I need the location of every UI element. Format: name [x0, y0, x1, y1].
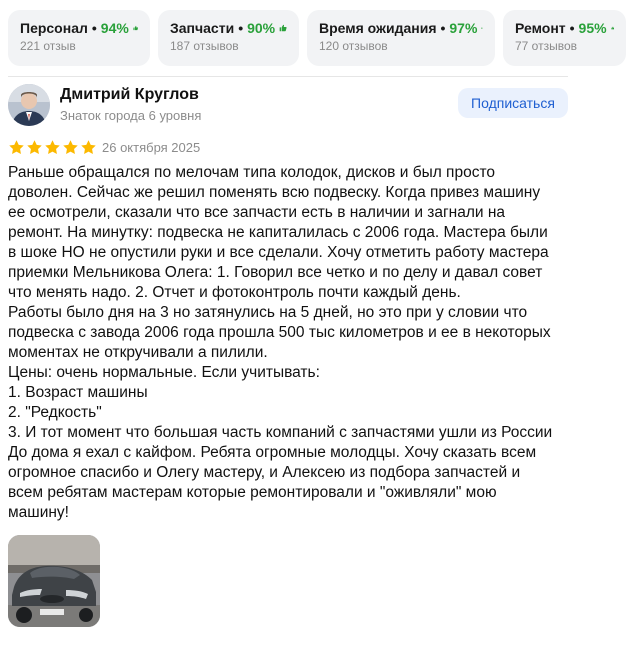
- review-line: 1. Возраст машины: [8, 384, 148, 401]
- review-line: ремонт. На минутку: подвеска не капиталилась с 2006 года. Мастера были: [8, 224, 548, 241]
- author-level: Знаток города 6 уровня: [60, 108, 202, 123]
- rating-chip-staff[interactable]: Персонал • 94% 221 отзыв: [8, 10, 150, 66]
- review-line: До дома я ехал с кайфом. Ребята огромные молодцы. Хочу сказать всем: [8, 444, 537, 461]
- star-icon: [44, 139, 61, 156]
- avatar-photo: [8, 84, 50, 126]
- review-date: 26 октября 2025: [102, 140, 201, 155]
- thumbs-up-icon: [611, 22, 614, 34]
- chip-percent: 95%: [578, 20, 607, 36]
- star-icon: [8, 139, 25, 156]
- review-text: [8, 163, 578, 523]
- star-icon: [80, 139, 97, 156]
- rating-chip-parts[interactable]: Запчасти • 90% 187 отзывов: [158, 10, 299, 66]
- review-line: в шоке НО не опустили руки и все сделали. Хочу отметить работу мастера: [8, 244, 549, 261]
- review-line: огромное спасибо и Олегу мастеру, и Алексею из подбора запчастей и: [8, 464, 521, 481]
- review-line: доволен. Сейчас же решил поменять всю подвеску. Когда привез машину: [8, 184, 541, 201]
- chip-label: Ремонт: [515, 20, 566, 36]
- review-line: что менять надо. 2. Отчет и фотоконтроль почти каждый день.: [8, 284, 461, 301]
- chip-review-count: 77 отзывов: [515, 39, 578, 53]
- thumbs-up-icon: [279, 22, 287, 34]
- rating-chip-wait-time[interactable]: Время ожидания • 97% 120 отзывов: [307, 10, 495, 66]
- review-line: Раньше обращался по мелочам типа колодок, дисков и был просто: [8, 164, 495, 181]
- chip-label: Персонал: [20, 20, 88, 36]
- review-line: машину!: [8, 504, 69, 521]
- star-icon: [62, 139, 79, 156]
- chip-review-count: 221 отзыв: [20, 39, 76, 53]
- review-line: приемки Мельникова Олега: 1. Говорил все четко и по делу и давал совет: [8, 264, 543, 281]
- rating-chips: [8, 10, 626, 66]
- review-line: Цены: очень нормальные. Если учитывать:: [8, 364, 320, 381]
- review-line: 3. И тот момент что большая часть компаний с запчастями ушли из России: [8, 424, 553, 441]
- chip-label: Запчасти: [170, 20, 235, 36]
- rating-chip-repair[interactable]: Ремонт • 95% 77 отзывов: [503, 10, 626, 66]
- avatar[interactable]: [8, 84, 50, 126]
- review-line: 2. "Редкость": [8, 404, 102, 421]
- chip-percent: 94%: [100, 20, 129, 36]
- car-photo: [8, 535, 100, 627]
- chip-label: Время ожидания: [319, 20, 437, 36]
- chip-percent: 90%: [247, 20, 276, 36]
- divider: [8, 76, 568, 77]
- star-icon: [26, 139, 43, 156]
- review-line: ее осмотрели, сказали что все запчасти есть в наличии и загнали на: [8, 204, 506, 221]
- review-line: моментах не откручивали а пилили.: [8, 344, 268, 361]
- review-line: подвеска с завода 2006 года прошла 500 тыс километров и ее в некоторых: [8, 324, 551, 341]
- chip-review-count: 120 отзывов: [319, 39, 388, 53]
- chip-review-count: 187 отзывов: [170, 39, 239, 53]
- thumbs-up-icon: [481, 22, 483, 34]
- review-line: всем ребятам мастерам которые ремонтировали и "оживляли" мою: [8, 484, 497, 501]
- review-photo[interactable]: [8, 535, 100, 627]
- rating-stars: [8, 139, 97, 156]
- review-line: Работы было дня на 3 но затянулись на 5 дней, но это при у словии что: [8, 304, 528, 321]
- chip-percent: 97%: [449, 20, 478, 36]
- author-name[interactable]: Дмитрий Круглов: [60, 86, 199, 103]
- subscribe-button[interactable]: Подписаться: [458, 88, 568, 118]
- thumbs-up-icon: [133, 22, 138, 34]
